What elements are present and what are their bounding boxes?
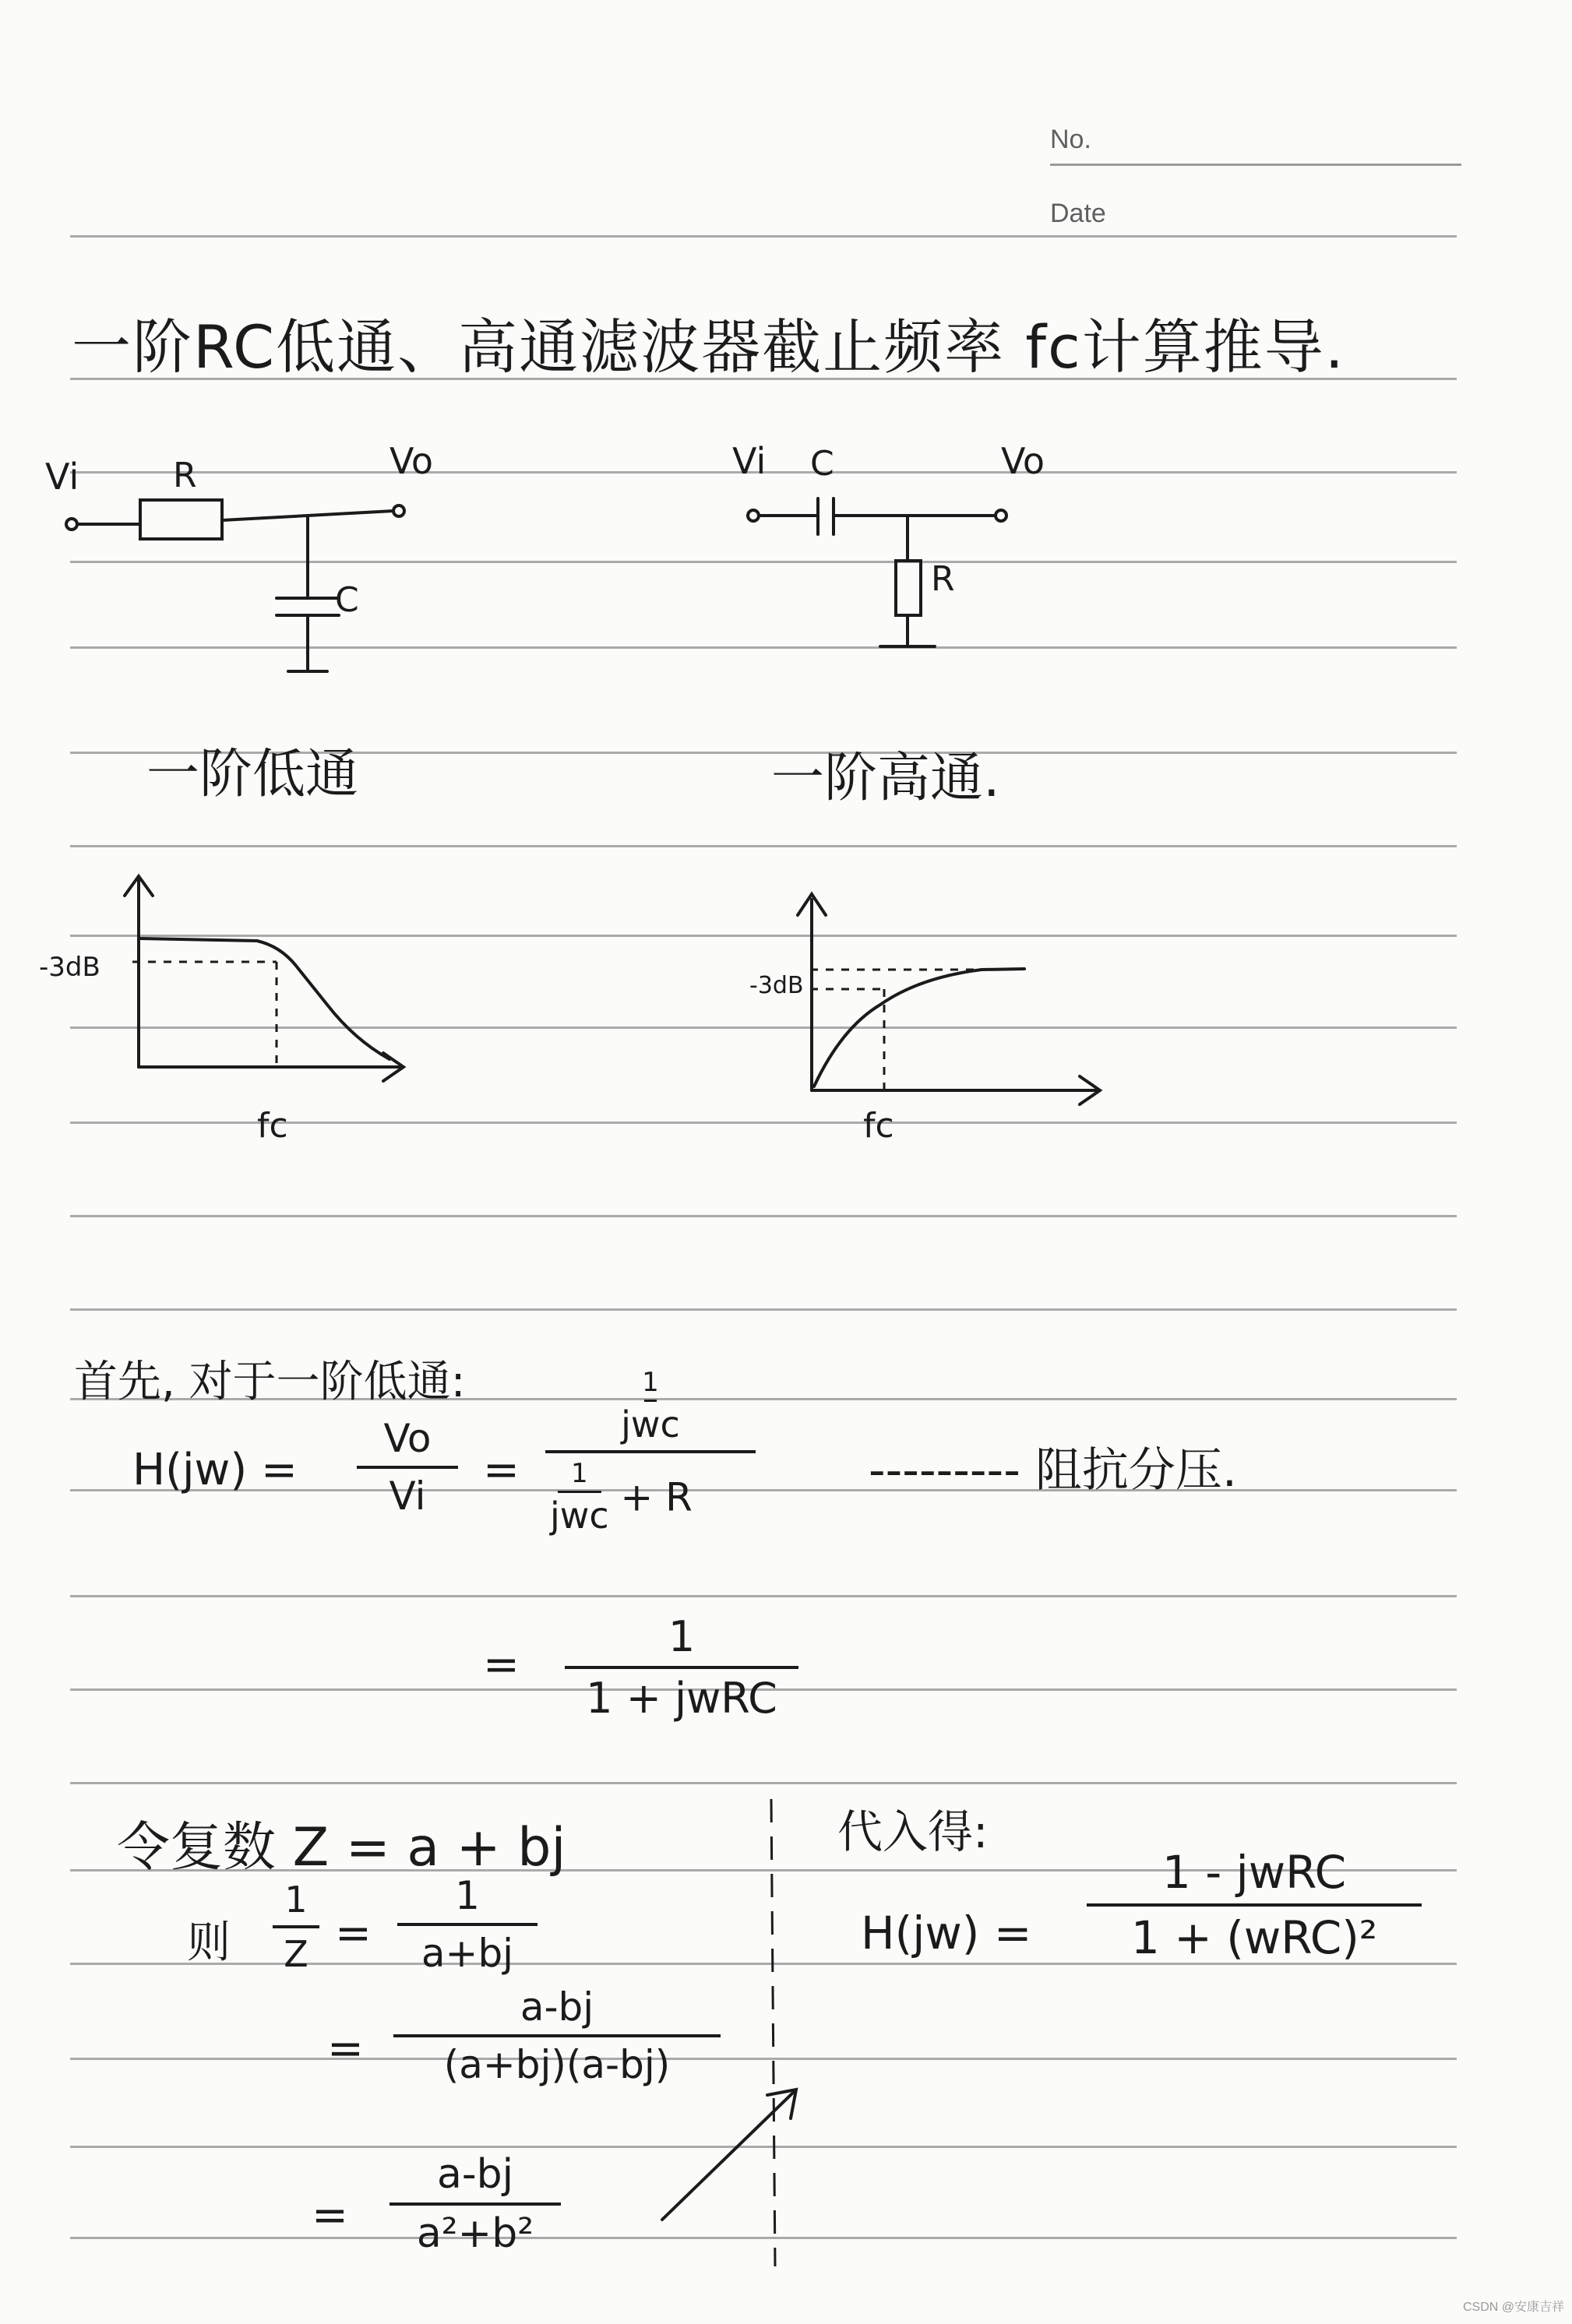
inverse-z-den: Z — [284, 1933, 308, 1975]
fraction-step-3-num: a-bj — [436, 2151, 514, 2198]
highpass-plot — [798, 894, 1100, 1104]
simplified-transfer — [565, 1612, 798, 1723]
fraction-step-3 — [389, 2151, 561, 2257]
fraction-step-2 — [393, 1984, 721, 2087]
inverse-z — [273, 1879, 319, 1975]
transfer-lhs: H(jw) = — [132, 1445, 298, 1495]
impedance-divider-fraction — [545, 1367, 756, 1537]
lowpass-caption: 一阶低通 — [146, 744, 359, 805]
lowpass-r-label: R — [173, 456, 197, 495]
divider-line — [771, 1799, 775, 2266]
lowpass-c-label: C — [335, 580, 359, 620]
fraction-step-1-den: a+bj — [421, 1931, 514, 1976]
highpass-caption: 一阶高通. — [771, 748, 1000, 809]
inverse-z-num: 1 — [284, 1879, 308, 1921]
result-lhs: H(jw) = — [861, 1907, 1032, 1960]
impedance-divider-note: --------- 阻抗分压. — [869, 1443, 1237, 1498]
equals-2: = — [483, 1639, 520, 1690]
simplified-den: 1 + jwRC — [586, 1674, 777, 1723]
top-jwc: jwc — [621, 1403, 680, 1445]
result-num: 1 - jwRC — [1161, 1846, 1347, 1899]
arrow-mark — [662, 2090, 796, 2220]
lowpass-vi-label: Vi — [45, 456, 79, 498]
date-label: Date — [1050, 199, 1106, 228]
simplified-num: 1 — [668, 1612, 696, 1661]
result-den: 1 + (wRC)² — [1130, 1911, 1378, 1964]
highpass-circuit — [748, 498, 1006, 646]
bottom-jwc: jwc — [550, 1495, 609, 1537]
equals-5: = — [312, 2190, 348, 2241]
highpass-vo-label: Vo — [1001, 440, 1045, 482]
equals-4: = — [327, 2023, 364, 2074]
fraction-step-3-den: a²+b² — [416, 2210, 534, 2257]
result-fraction — [1087, 1846, 1422, 1964]
highpass-r-label: R — [931, 559, 955, 599]
highpass-3db-label: -3dB — [749, 972, 804, 999]
fraction-step-2-den: (a+bj)(a-bj) — [443, 2042, 671, 2087]
substitute-label: 代入得: — [837, 1805, 989, 1858]
highpass-fc-label: fc — [863, 1106, 894, 1146]
vo-label: Vo — [383, 1416, 432, 1461]
lowpass-fc-label: fc — [257, 1106, 288, 1146]
bottom-one: 1 — [571, 1458, 588, 1489]
equals-1: = — [483, 1445, 520, 1495]
top-one: 1 — [642, 1367, 659, 1398]
equals-3: = — [335, 1908, 372, 1959]
fraction-step-2-num: a-bj — [520, 1984, 594, 2030]
plus-r: + R — [620, 1474, 693, 1520]
page-title: 一阶RC低通、高通滤波器截止频率 fc计算推导. — [72, 312, 1345, 382]
derivation-intro: 首先, 对于一阶低通: — [74, 1357, 466, 1407]
fraction-step-1-num: 1 — [455, 1873, 480, 1918]
complex-definition: 令复数 Z = a + bj — [117, 1817, 566, 1879]
watermark: CSDN @安康吉祥 — [1462, 2301, 1564, 2314]
vi-label: Vi — [389, 1474, 426, 1519]
fraction-step-1 — [397, 1873, 538, 1976]
highpass-vi-label: Vi — [732, 440, 767, 482]
lowpass-3db-label: -3dB — [39, 952, 100, 983]
bottom-expression — [545, 1458, 756, 1537]
then-label: 则 — [187, 1917, 231, 1968]
vo-over-vi — [357, 1416, 458, 1519]
top-small-fraction — [621, 1367, 680, 1445]
no-label: No. — [1050, 125, 1091, 154]
lowpass-vo-label: Vo — [389, 440, 434, 482]
lowpass-plot — [125, 876, 404, 1081]
highpass-c-label: C — [810, 444, 834, 484]
